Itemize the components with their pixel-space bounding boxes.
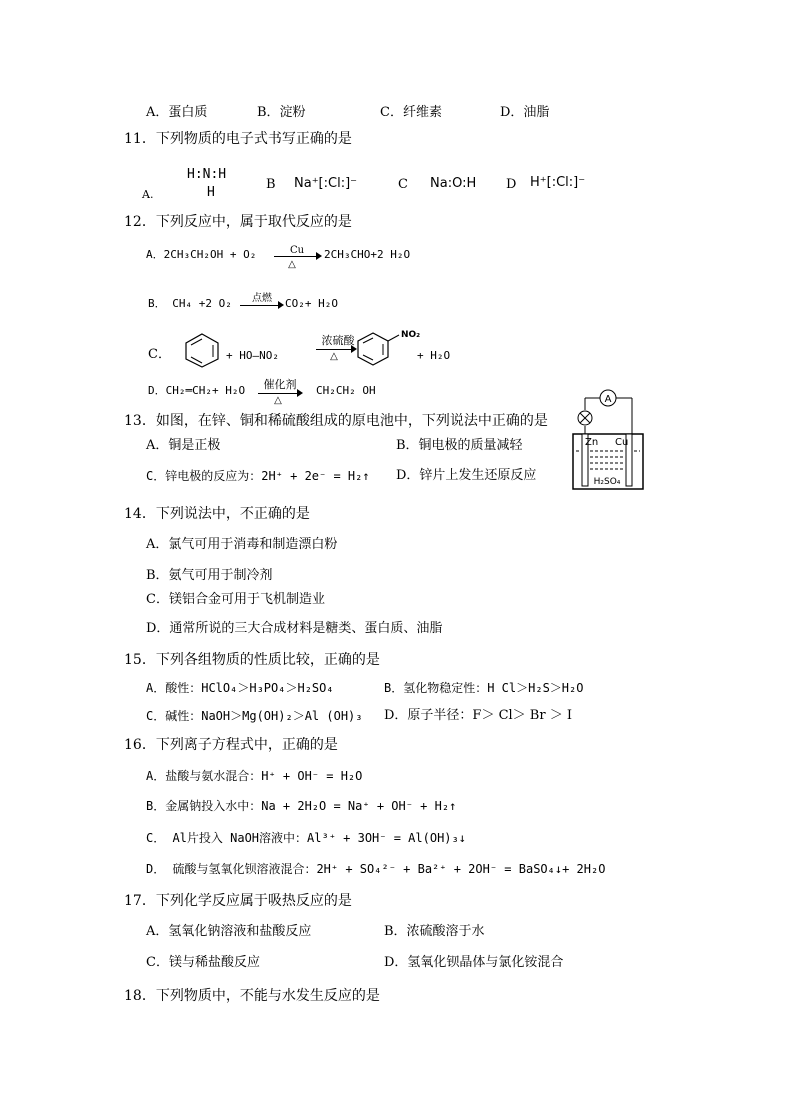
q15-option-b: B．氢化物稳定性：H Cl＞H₂S＞H₂O xyxy=(384,681,584,695)
q11-option-a-formula-bottom: H xyxy=(207,185,215,200)
q12-option-a-condition-bottom: △ xyxy=(288,259,296,270)
q11-option-a-formula-top: H:N:H xyxy=(187,167,227,182)
q17-option-a: A．氢氧化钠溶液和盐酸反应 xyxy=(146,924,312,939)
q12-option-d-condition-top: 催化剂 xyxy=(263,378,297,391)
q12-stem: 12．下列反应中，属于取代反应的是 xyxy=(124,214,352,230)
benzene-ring-icon xyxy=(183,332,221,368)
q12-option-c-nitro-group: NO₂ xyxy=(401,330,421,340)
copper-electrode-label: Cu xyxy=(615,437,629,448)
q12-option-c-condition-top: 浓硫酸 xyxy=(321,334,355,347)
q12-option-d-left: D．CH₂═CH₂+ H₂O xyxy=(148,384,246,397)
q11-option-b-formula: Na⁺[:Cl:]⁻ xyxy=(294,176,358,191)
q15-option-a: A．酸性：HClO₄＞H₃PO₄＞H₂SO₄ xyxy=(146,681,334,695)
q15-option-c: C．碱性：NaOH＞Mg(OH)₂＞Al (OH)₃ xyxy=(146,709,363,723)
q12-option-d-arrow xyxy=(258,376,308,404)
q11-option-c-formula: Na:O:H xyxy=(430,176,477,191)
q14-option-c: C．镁铝合金可用于飞机制造业 xyxy=(146,592,325,607)
q14-option-a: A．氯气可用于消毒和制造漂白粉 xyxy=(146,537,338,552)
q12-option-c-condition-bottom: △ xyxy=(330,351,338,362)
q10-option-b: B．淀粉 xyxy=(257,105,306,120)
q11-option-c-label: C xyxy=(398,177,408,192)
q12-option-a-condition-top: Cu xyxy=(289,245,305,256)
q12-option-c-right: + H₂O xyxy=(417,349,451,362)
q16-stem: 16．下列离子方程式中，正确的是 xyxy=(124,737,338,753)
nitrobenzene-ring-icon xyxy=(355,330,405,368)
q12-option-d-right: CH₂CH₂ OH xyxy=(316,384,376,397)
q14-stem: 14．下列说法中，不正确的是 xyxy=(124,506,310,522)
q17-option-d: D．氢氧化钡晶体与氯化铵混合 xyxy=(384,955,564,970)
q12-option-b-arrow xyxy=(240,295,286,315)
q11-stem: 11．下列物质的电子式书写正确的是 xyxy=(124,131,352,147)
q12-option-c-label: C． xyxy=(148,347,171,362)
q12-option-d-condition-bottom: △ xyxy=(274,395,282,406)
q14-option-b: B．氨气可用于制冷剂 xyxy=(146,568,273,583)
q12-option-a-right: 2CH₃CHO+2 H₂O xyxy=(324,248,411,261)
q11-option-a-label: A. xyxy=(142,188,154,201)
q13-stem: 13．如图，在锌、铜和稀硫酸组成的原电池中，下列说法中正确的是 xyxy=(124,413,548,429)
q12-option-a-arrowhead xyxy=(316,252,322,260)
q13-option-d: D．锌片上发生还原反应 xyxy=(396,468,537,483)
q13-option-a: A．铜是正极 xyxy=(146,438,221,453)
q11-option-d-label: D xyxy=(506,177,517,192)
q15-option-d: D．原子半径：F＞ Cl＞ Br ＞ I xyxy=(384,708,572,723)
q11-option-b-label: B xyxy=(266,177,276,192)
zinc-electrode-label: Zn xyxy=(585,437,599,448)
q12-option-d-arrowhead xyxy=(297,389,303,397)
q12-option-c-arrow xyxy=(316,332,360,360)
q12-option-a-left: A．2CH₃CH₂OH + O₂ xyxy=(146,248,257,261)
q17-stem: 17．下列化学反应属于吸热反应的是 xyxy=(124,893,352,909)
q13-option-c: C．锌电极的反应为：2H⁺ + 2e⁻ = H₂↑ xyxy=(146,469,370,483)
galvanic-cell-diagram xyxy=(570,388,646,492)
q14-option-d: D．通常所说的三大合成材料是糖类、蛋白质、油脂 xyxy=(146,621,443,636)
q12-option-c-reagent: + HO—NO₂ xyxy=(226,349,279,362)
q17-option-b: B．浓硫酸溶于水 xyxy=(384,924,485,939)
q13-option-b: B．铜电极的质量减轻 xyxy=(396,438,523,453)
ammeter-label: A xyxy=(604,394,612,405)
q12-option-b-left: B． CH₄ +2 O₂ xyxy=(148,297,232,310)
sulfuric-acid-label: H₂SO₄ xyxy=(593,477,621,487)
q17-option-c: C．镁与稀盐酸反应 xyxy=(146,955,260,970)
q15-stem: 15．下列各组物质的性质比较，正确的是 xyxy=(124,652,380,668)
q12-option-a-arrow xyxy=(272,245,322,270)
q16-option-d: D． 硫酸与氢氧化钡溶液混合：2H⁺ + SO₄²⁻ + Ba²⁺ + 2OH⁻ = BaSO₄↓+ 2H₂O xyxy=(146,862,606,876)
q16-option-a: A．盐酸与氨水混合：H⁺ + OH⁻ = H₂O xyxy=(146,769,363,783)
q16-option-b: B．金属钠投入水中：Na + 2H₂O = Na⁺ + OH⁻ + H₂↑ xyxy=(146,799,457,813)
q11-option-d-formula: H⁺[:Cl:]⁻ xyxy=(530,175,586,190)
q12-option-b-arrowhead xyxy=(278,301,284,309)
q10-option-c: C．纤维素 xyxy=(380,105,442,120)
q18-stem: 18．下列物质中，不能与水发生反应的是 xyxy=(124,988,380,1004)
q12-option-b-arrow-line xyxy=(240,305,280,306)
q12-option-b-condition-top: 点燃 xyxy=(252,293,272,304)
q10-option-d: D．油脂 xyxy=(500,105,550,120)
q10-option-a: A．蛋白质 xyxy=(146,105,208,120)
q16-option-c: C． Al片投入 NaOH溶液中：Al³⁺ + 3OH⁻ = Al(OH)₃↓ xyxy=(146,831,466,845)
q12-option-b-right: CO₂+ H₂O xyxy=(285,297,338,310)
